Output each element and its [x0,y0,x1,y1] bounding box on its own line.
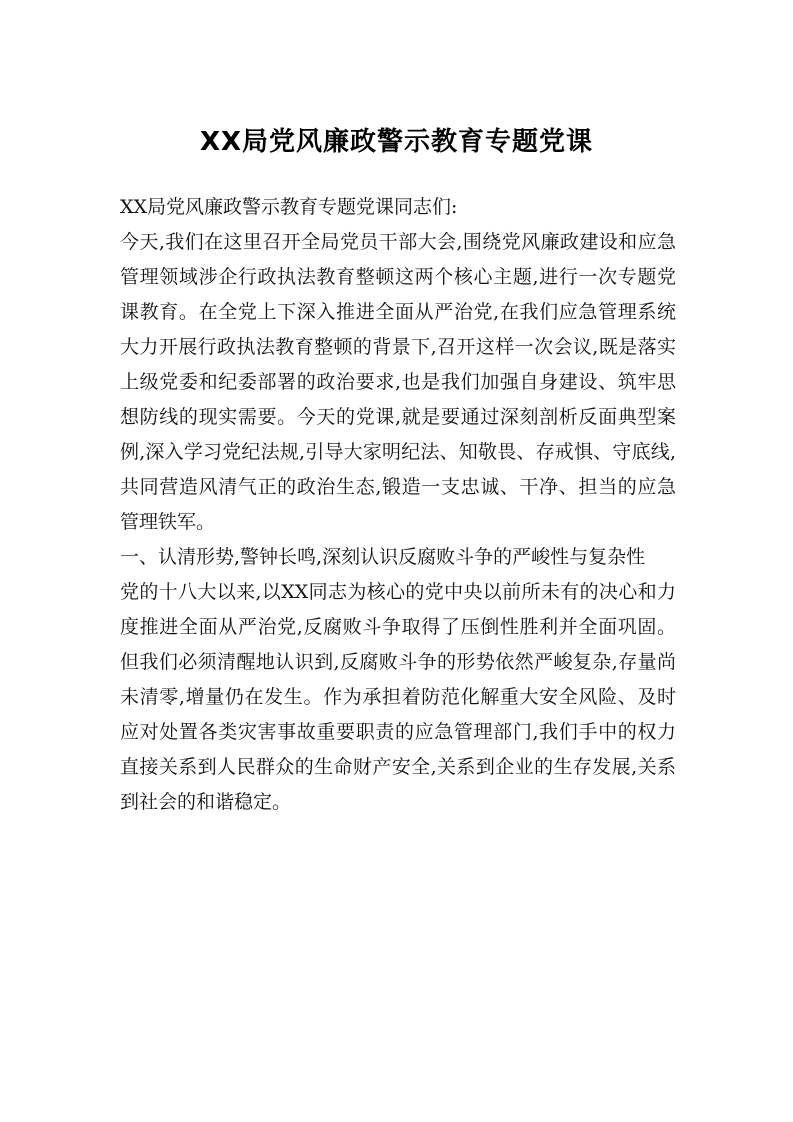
document-title: XX局党风廉政警示教育专题党课 [199,127,594,157]
document-body [120,190,676,820]
section-paragraph: 党的十八大以来,以XX同志为核心的党中央以前所未有的决心和力度推进全面从严治党,反腐败斗争取得了压倒性胜利并全面巩固。但我们必须清醒地认识到,反腐败斗争的形势依然严峻复杂,存量尚未清零,增量仍在发生。作为承担着防范化解重大安全风险、及时应对处置各类灾害事故重要职责的应急管理部门,我们手中的权力直接关系到人民群众的生命财产安全,关系到企业的生存发展,关系到社会的和谐稳定。 [120,581,676,813]
intro-paragraph: 今天,我们在这里召开全局党员干部大会,围绕党风廉政建设和应急管理领域涉企行政执法教育整顿这两个核心主题,进行一次专题党课教育。在全党上下深入推进全面从严治党,在我们应急管理系统大力开展行政执法教育整顿的背景下,召开这样一次会议,既是落实上级党委和纪委部署的政治要求,也是我们加强自身建设、筑牢思想防线的现实需要。今天的党课,就是要通过深刻剖析反面典型案例,深入学习党纪法规,引导大家明纪法、知敬畏、存戒惧、守底线,共同营造风清气正的政治生态,锻造一支忠诚、干净、担当的应急管理铁军。 [120,231,676,533]
section-heading: 一、认清形势,警钟长鸣,深刻认识反腐败斗争的严峻性与复杂性 [120,546,646,568]
salutation-paragraph: XX局党风廉政警示教育专题党课同志们: [120,196,458,218]
